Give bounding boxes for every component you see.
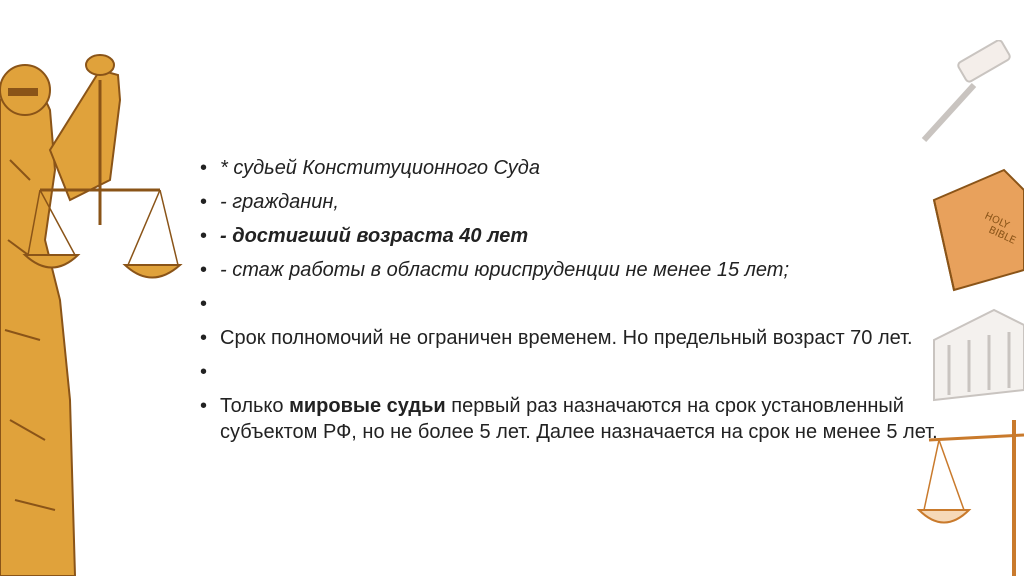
item-text: Срок полномочий не ограничен временем. Но предельный возраст 70 лет. <box>220 327 913 349</box>
bullet-marker: • <box>200 361 208 383</box>
item-text: * судьей Конституционного Суда <box>220 157 540 179</box>
svg-text:HOLY: HOLY <box>982 210 1011 232</box>
lady-justice-icon <box>0 40 190 576</box>
content-area <box>200 155 945 453</box>
bullet-marker: • <box>200 191 208 213</box>
item-text: - стаж работы в области юриспруденции не менее 15 лет; <box>220 259 790 281</box>
list-item <box>200 155 945 181</box>
courthouse-icon <box>934 310 1024 400</box>
item-text-before: Только <box>220 395 290 417</box>
list-item <box>200 223 945 249</box>
list-item <box>200 393 945 445</box>
bullet-marker: • <box>200 327 208 349</box>
list-item <box>200 189 945 215</box>
bullet-marker: • <box>200 225 208 247</box>
bullet-marker: • <box>200 395 208 417</box>
item-text: - достигший возраста 40 лет <box>220 225 529 247</box>
bullet-marker: • <box>200 157 208 179</box>
list-item <box>200 359 945 385</box>
gavel-icon <box>924 40 1011 140</box>
list-item <box>200 257 945 283</box>
holy-bible-icon <box>934 170 1024 290</box>
bullet-list <box>200 155 945 445</box>
list-item <box>200 325 945 351</box>
bullet-marker: • <box>200 259 208 281</box>
item-text-after: первый раз назначаются на срок установленный субъектом РФ, но не более 5 лет. Далее назначается на срок не менее 5 лет. <box>220 395 938 443</box>
svg-text:BIBLE: BIBLE <box>986 224 1018 247</box>
bullet-marker: • <box>200 293 208 315</box>
item-text-bold: мировые судьи <box>289 395 446 417</box>
list-item <box>200 291 945 317</box>
item-text: - гражданин, <box>220 191 339 213</box>
